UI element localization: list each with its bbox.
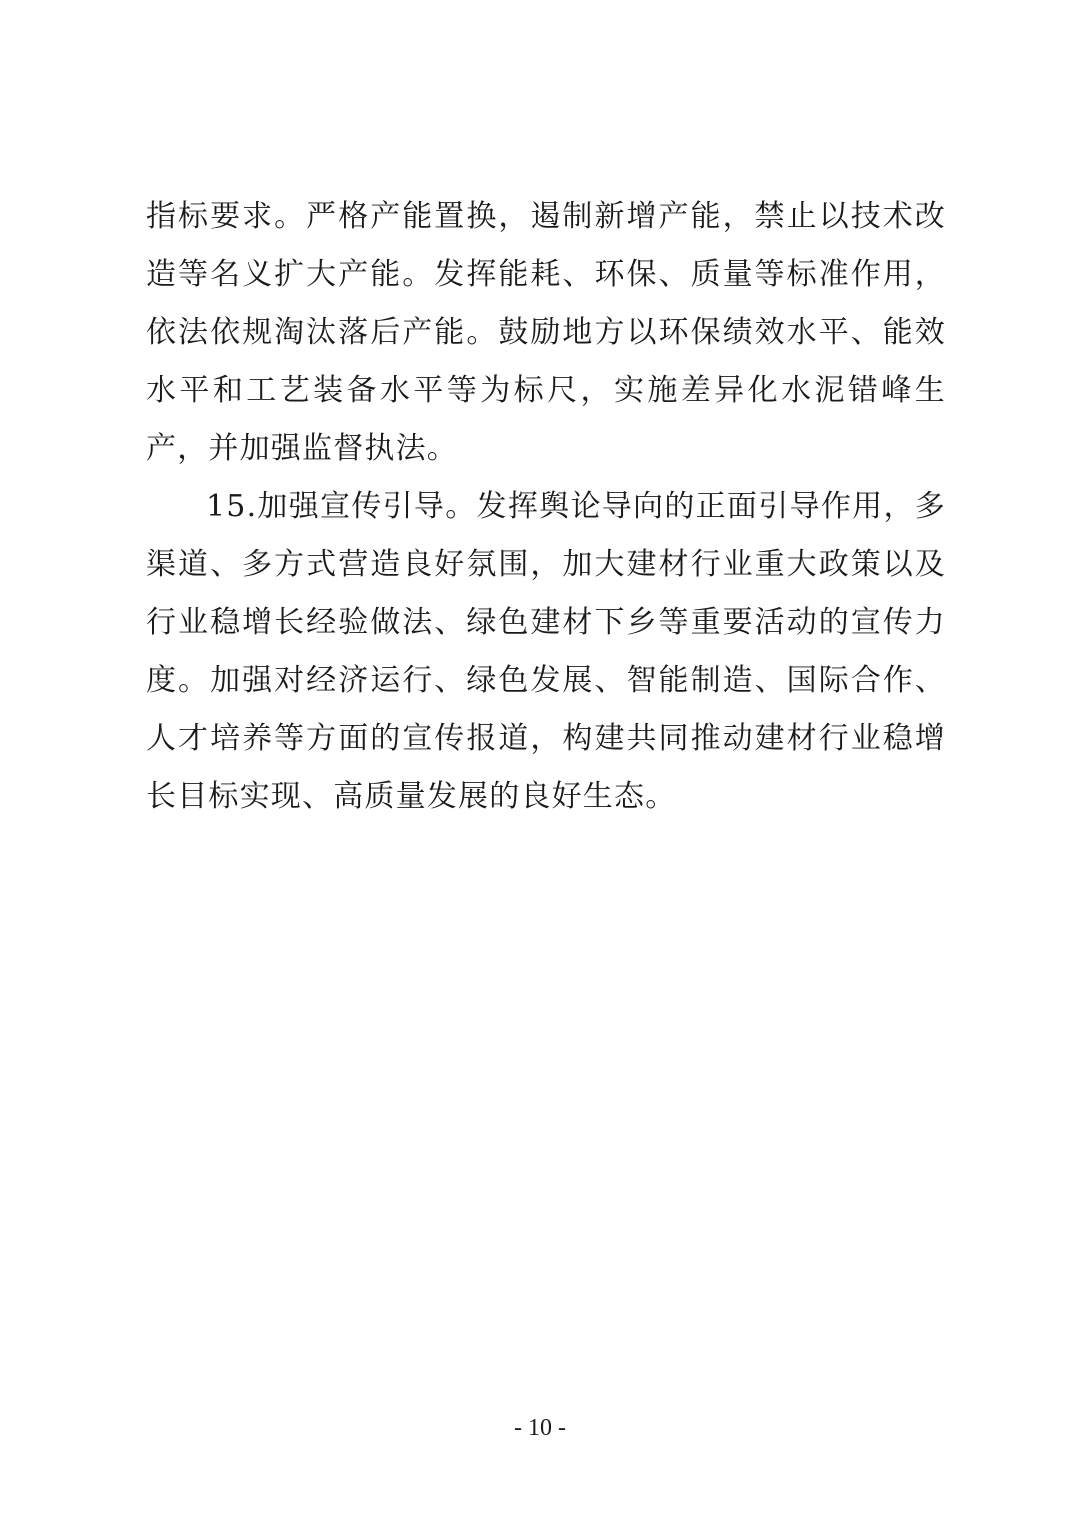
page-number: - 10 - (514, 1415, 566, 1441)
document-body (146, 188, 946, 826)
paragraph-continued: 指标要求。严格产能置换，遏制新增产能，禁止以技术改造等名义扩大产能。发挥能耗、环保、质量等标准作用，依法依规淘汰落后产能。鼓励地方以环保绩效水平、能效水平和工艺装备水平等为标尺，实施差异化水泥错峰生产，并加强监督执法。 (146, 199, 946, 466)
paragraph-item-15: 15.加强宣传引导。发挥舆论导向的正面引导作用，多渠道、多方式营造良好氛围，加大建材行业重大政策以及行业稳增长经验做法、绿色建材下乡等重要活动的宣传力度。加强对经济运行、绿色发展、智能制造、国际合作、人才培养等方面的宣传报道，构建共同推动建材行业稳增长目标实现、高质量发展的良好生态。 (146, 489, 946, 814)
